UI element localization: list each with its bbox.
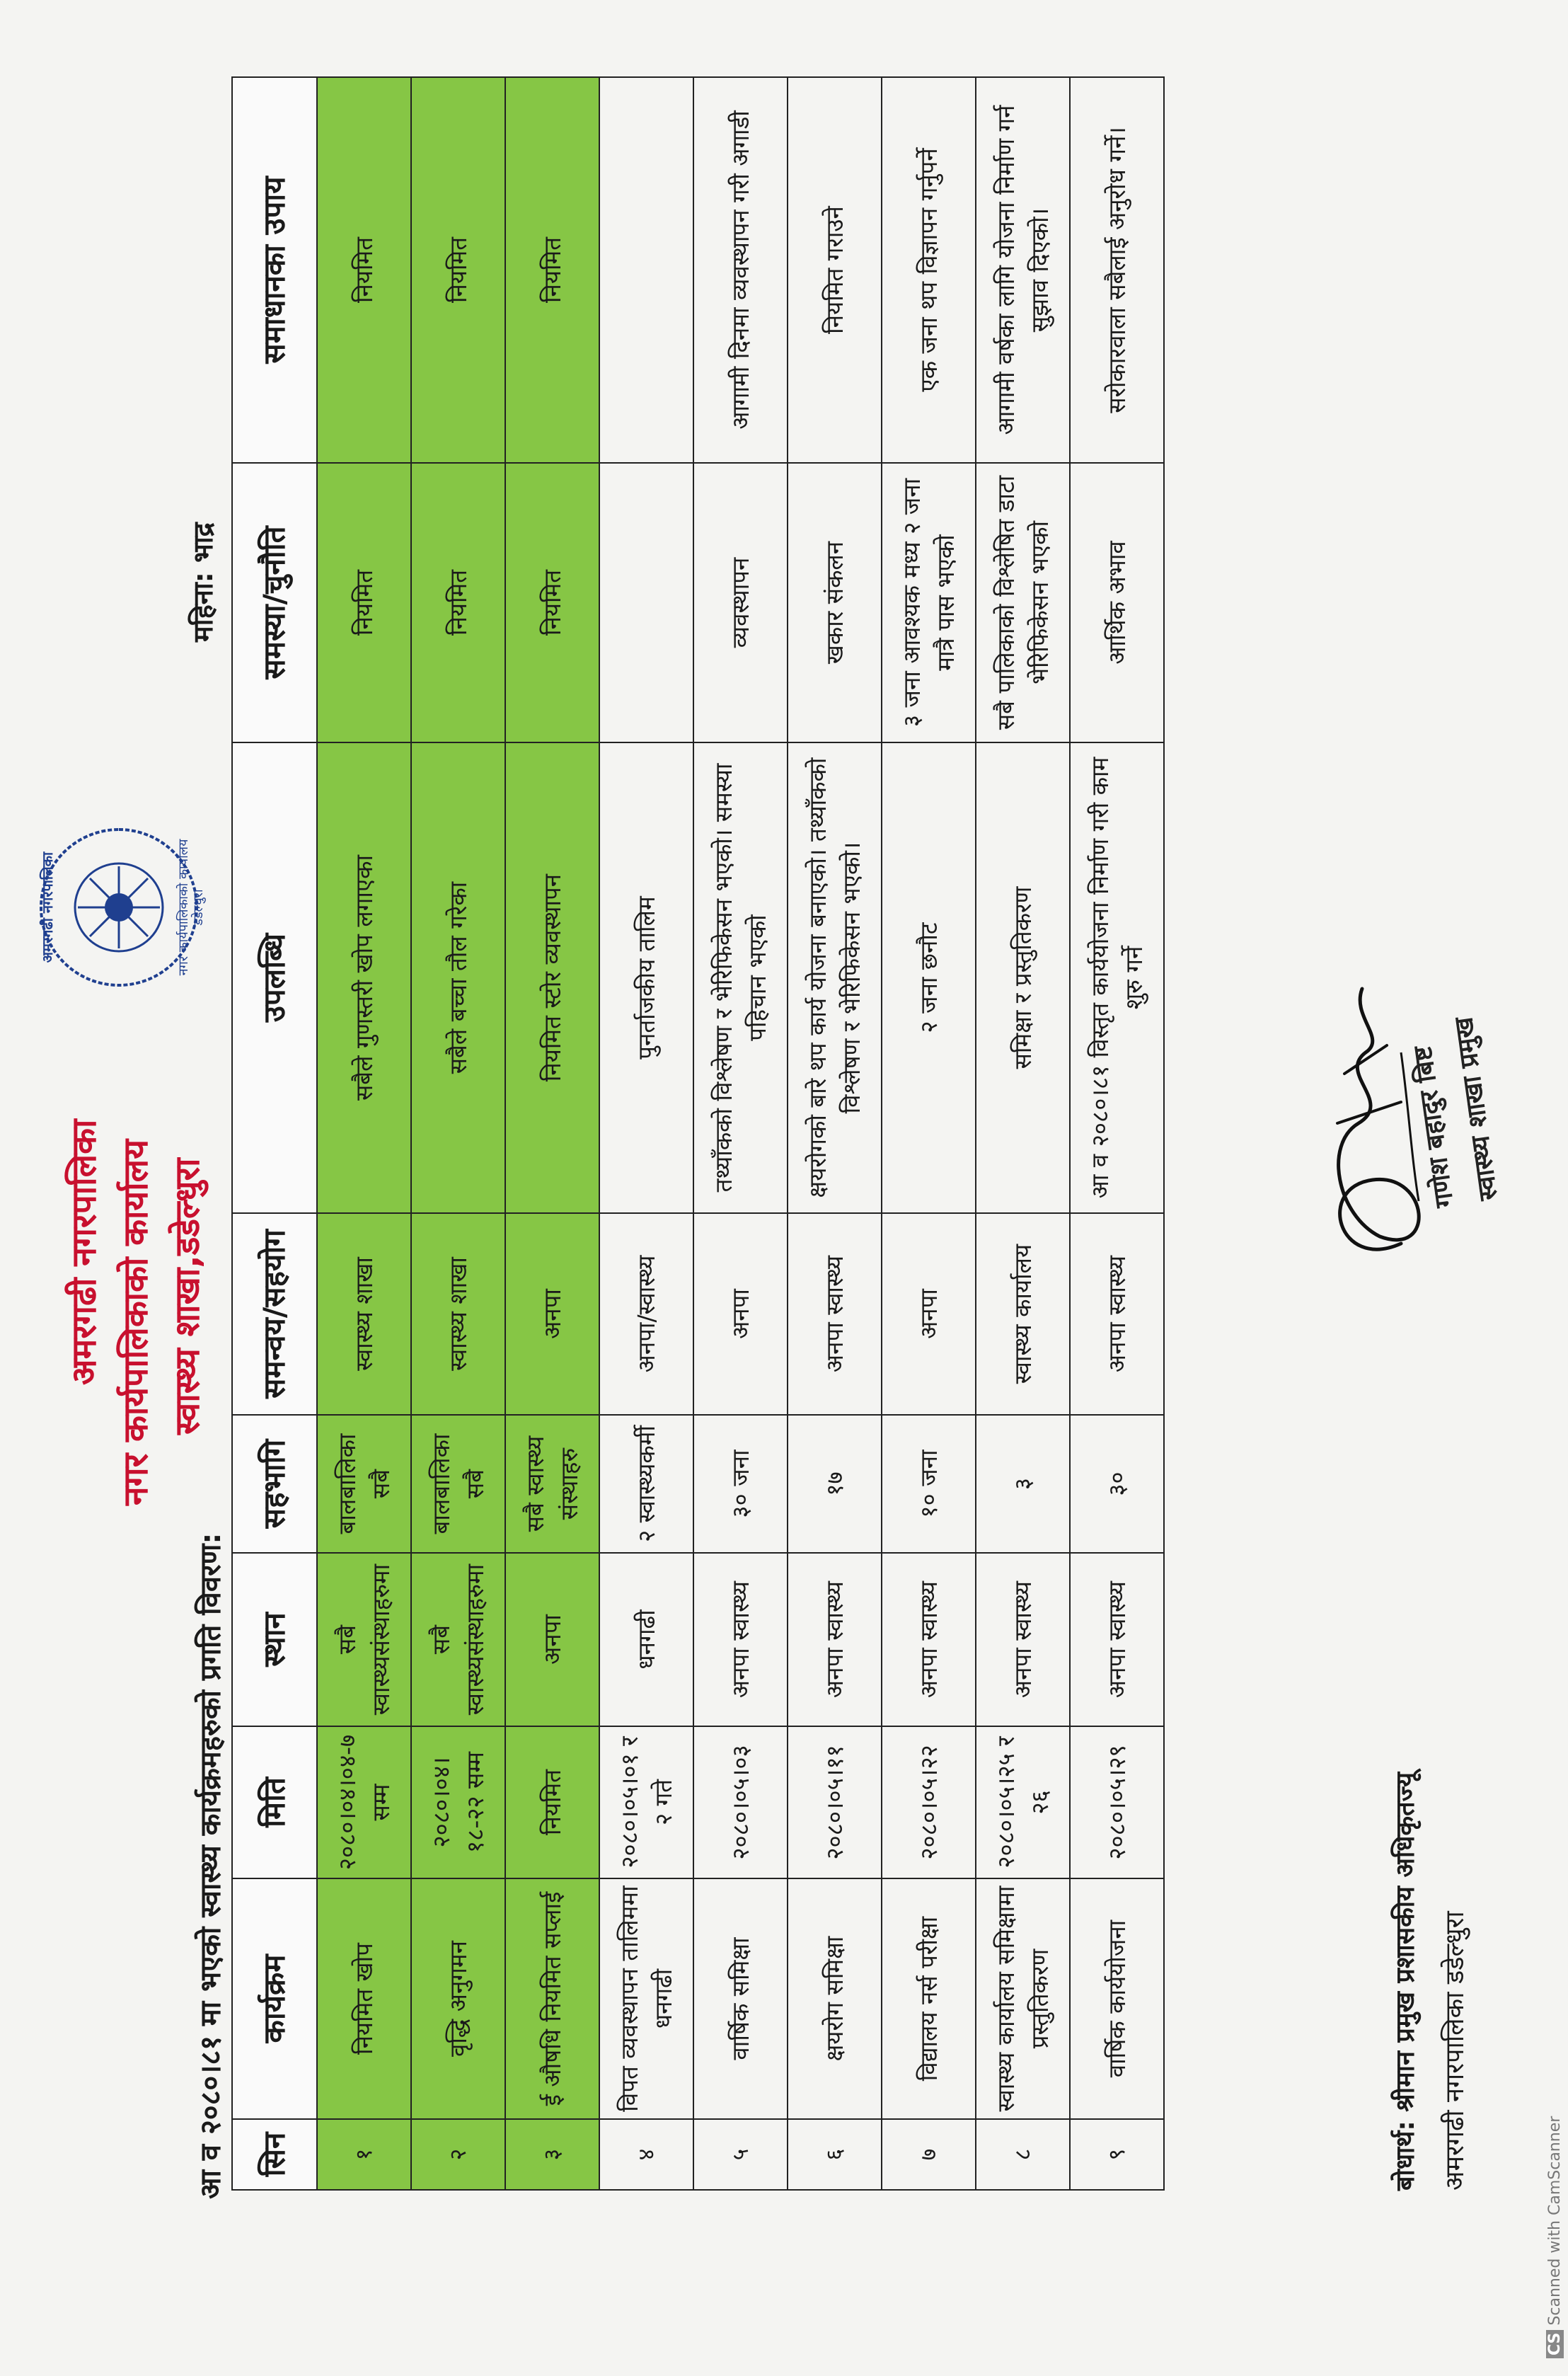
cell-place: सबै स्वास्थ्यसंस्थाहरुमा [411, 1553, 505, 1726]
cell-place: अनपा स्वास्थ्य [1070, 1553, 1164, 1726]
cell-coordination: अनपा [505, 1213, 599, 1415]
cell-participants: ३० जना [693, 1415, 788, 1553]
report-month: महिना: भाद्र [188, 522, 219, 642]
cell-date: २०८०।०५।२२ [882, 1726, 976, 1878]
cell-sn: ६ [788, 2119, 882, 2190]
col-header-solution: समाधानका उपाय [232, 77, 317, 463]
cell-coordination: अनपा [693, 1213, 788, 1415]
col-header-problem: समस्या/चुनौति [232, 463, 317, 742]
cell-participants: ३ [976, 1415, 1070, 1553]
col-header-participants: सहभागि [232, 1415, 317, 1553]
cell-date: २०८०।०५।२५ र २६ [976, 1726, 1070, 1878]
cell-date: २०८०।०५।२९ [1070, 1726, 1164, 1878]
cell-participants: बालबालिका सबै [411, 1415, 505, 1553]
col-header-sn: सिन [232, 2119, 317, 2190]
report-caption: आ व २०८०।८१ मा भएको स्वास्थ्य कार्यक्रमहरुको प्रगति विवरण: [195, 1532, 227, 2199]
cell-achievement: सबैले बच्चा तौल गरेका [411, 742, 505, 1213]
table-row [317, 77, 411, 2190]
cell-date: नियमित [505, 1726, 599, 1878]
cell-problem: सबै पालिकाको विश्लेषित डाटा भेरिफिकेसन भएको [976, 463, 1070, 742]
cell-program: वार्षिक समिक्षा [693, 1878, 788, 2119]
cell-solution: एक जना थप विज्ञापन गर्नुपर्ने [882, 77, 976, 463]
signatory-title: स्वास्थ्य शाखा प्रमुख [1449, 1015, 1504, 1203]
cell-coordination: स्वास्थ्य शाखा [411, 1213, 505, 1415]
cell-achievement: तथ्याँकको विश्लेषण र भेरिफिकेसन भएको। समस्या पहिचान भएको [693, 742, 788, 1213]
col-header-place: स्थान [232, 1553, 317, 1726]
cc-line-1: बोधार्थ: श्रीमान प्रमुख प्रशासकीय अधिकृतज्यू [1391, 1772, 1420, 2191]
stamp-line-2: नगर कार्यपालिकाको कार्यालय [176, 839, 191, 976]
table-row [505, 77, 599, 2190]
header-section: स्वास्थ्य शाखा,डडेल्धुरा [168, 1158, 207, 1435]
cell-sn: ४ [599, 2119, 693, 2190]
stamp-line-1: अमरगढी नगरपालिका [39, 851, 56, 963]
cell-achievement: क्षयरोगको बारे थप कार्य योजना बनाएको। तथ्याँकको विश्लेषण र भेरिफिकेसन भएको। [788, 742, 882, 1213]
stamp-logo [28, 815, 209, 999]
cell-date: २०८०।०५।११ [788, 1726, 882, 1878]
header-office: नगर कार्यपालिकाको कार्यालय [116, 1139, 156, 1505]
cell-participants: १० जना [882, 1415, 976, 1553]
cell-coordination: अनपा [882, 1213, 976, 1415]
cell-coordination: स्वास्थ्य शाखा [317, 1213, 411, 1415]
table-row [976, 77, 1070, 2190]
cell-place: अनपा स्वास्थ्य [788, 1553, 882, 1726]
cell-participants: २ स्वास्थ्यकर्मी [599, 1415, 693, 1553]
cell-achievement: समिक्षा र प्रस्तुतिकरण [976, 742, 1070, 1213]
cc-line-2: अमरगढी नगरपालिका डडेल्धुरा [1441, 1911, 1470, 2191]
cell-participants: बालबालिका सबै [317, 1415, 411, 1553]
cell-solution: आगामी वर्षका लागि योजना निर्माण गर्न सुझाव दिएको। [976, 77, 1070, 463]
cell-problem: आर्थिक अभाव [1070, 463, 1164, 742]
cell-problem: खकार संकलन [788, 463, 882, 742]
cell-solution [599, 77, 693, 463]
cell-coordination: अनपा स्वास्थ्य [1070, 1213, 1164, 1415]
cell-program: विपत व्यवस्थापन तालिममा धनगढी [599, 1878, 693, 2119]
cell-problem: नियमित [411, 463, 505, 742]
stamp-line-3: डडेल्धुरा [191, 889, 206, 926]
cell-solution: नियमित गराउने [788, 77, 882, 463]
cell-place: अनपा स्वास्थ्य [882, 1553, 976, 1726]
cell-program: ई औषधि नियमित सप्लाई [505, 1878, 599, 2119]
cell-program: क्षयरोग समिक्षा [788, 1878, 882, 2119]
scanner-text: Scanned with CamScanner [1546, 2116, 1564, 2326]
cell-date: २०८०।०५।०१ र २ गते [599, 1726, 693, 1878]
col-header-date: मिति [232, 1726, 317, 1878]
cell-place: धनगढी [599, 1553, 693, 1726]
cell-date: २०८०।०५।०३ [693, 1726, 788, 1878]
col-header-program: कार्यक्रम [232, 1878, 317, 2119]
camscanner-icon: CS [1546, 2330, 1564, 2358]
cell-place: अनपा स्वास्थ्य [693, 1553, 788, 1726]
table-row [411, 77, 505, 2190]
cell-problem: नियमित [317, 463, 411, 742]
table-row [693, 77, 788, 2190]
cell-solution: नियमित [411, 77, 505, 463]
cell-program: वृद्धि अनुगमन [411, 1878, 505, 2119]
col-header-coordination: समन्वय/सहयोग [232, 1213, 317, 1415]
cell-problem [599, 463, 693, 742]
cell-solution: नियमित [317, 77, 411, 463]
cell-sn: २ [411, 2119, 505, 2190]
cell-program: स्वास्थ्य कार्यालय समिक्षामा प्रस्तुतिकरण [976, 1878, 1070, 2119]
progress-table [231, 76, 1165, 2191]
table-header-row [232, 77, 317, 2190]
cell-program: वार्षिक कार्ययोजना [1070, 1878, 1164, 2119]
table-row [788, 77, 882, 2190]
cell-sn: ५ [693, 2119, 788, 2190]
cell-sn: ३ [505, 2119, 599, 2190]
cell-program: नियमित खोप [317, 1878, 411, 2119]
cell-date: २०८०।०४।१८-२२ सम्म [411, 1726, 505, 1878]
col-header-achievement: उपलब्धि [232, 742, 317, 1213]
header-municipality: अमरगढी नगरपालिका [64, 1119, 104, 1385]
cell-problem: व्यवस्थापन [693, 463, 788, 742]
cell-problem: ३ जना आवश्यक मध्य २ जना मात्रै पास भएको [882, 463, 976, 742]
cell-achievement: २ जना छनौट [882, 742, 976, 1213]
cell-solution: नियमित [505, 77, 599, 463]
cell-solution: सरोकारवाला सबैलाई अनुरोध गर्ने। [1070, 77, 1164, 463]
cell-sn: ७ [882, 2119, 976, 2190]
cell-sn: ८ [976, 2119, 1070, 2190]
cell-problem: नियमित [505, 463, 599, 742]
cell-place: सबै स्वास्थ्यसंस्थाहरुमा [317, 1553, 411, 1726]
cell-sn: १ [317, 2119, 411, 2190]
cell-coordination: अनपा/स्वास्थ्य [599, 1213, 693, 1415]
cell-achievement: सबैले गुणस्तरी खोप लगाएका [317, 742, 411, 1213]
signatory-name: गणेश बहादुर बिष्ट [1408, 1044, 1460, 1210]
cell-solution: आगामी दिनमा व्यवस्थापन गरी अगाडी [693, 77, 788, 463]
cell-participants: ३० [1070, 1415, 1164, 1553]
table-row [1070, 77, 1164, 2190]
table-row [599, 77, 693, 2190]
scanner-watermark [1546, 2116, 1564, 2358]
cell-achievement: पुनर्ताजकीय तालिम [599, 742, 693, 1213]
cell-date: २०८०।०४।०४-७ सम्म [317, 1726, 411, 1878]
cell-coordination: स्वास्थ्य कार्यालय [976, 1213, 1070, 1415]
cell-place: अनपा स्वास्थ्य [976, 1553, 1070, 1726]
cell-achievement: आ व २०८०।८१ विस्तृत कार्ययोजना निर्माण गरी काम शुरु गर्ने [1070, 742, 1164, 1213]
cell-coordination: अनपा स्वास्थ्य [788, 1213, 882, 1415]
cell-participants: सबै स्वास्थ्य संस्थाहरु [505, 1415, 599, 1553]
cell-achievement: नियमित स्टोर व्यवस्थापन [505, 742, 599, 1213]
cell-sn: ९ [1070, 2119, 1164, 2190]
cell-program: विद्यालय नर्स परीक्षा [882, 1878, 976, 2119]
table-row [882, 77, 976, 2190]
cell-participants: १७ [788, 1415, 882, 1553]
cell-place: अनपा [505, 1553, 599, 1726]
